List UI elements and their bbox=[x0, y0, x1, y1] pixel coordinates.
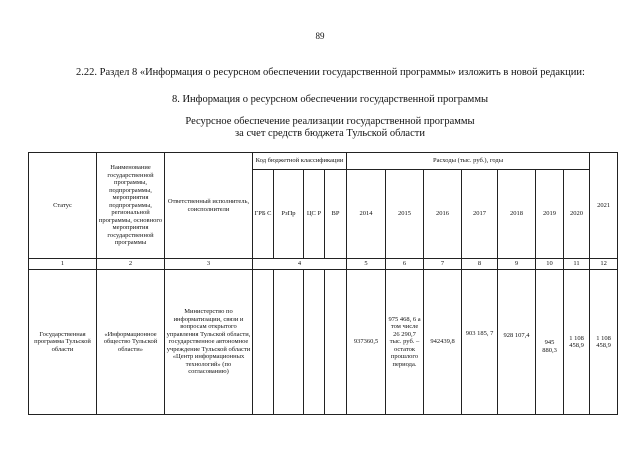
col-num-2: 2 bbox=[97, 259, 165, 270]
header-year-2021: 2021 bbox=[590, 153, 618, 259]
header-executor: Ответственный исполнитель, соисполнители bbox=[165, 153, 253, 259]
row-executor: Министерство по информатизации, связи и вопросам открытого управления Тульской области, государственное автономное учреждение Тульской области «Центр информационных технологий» (по согласованию) bbox=[165, 270, 253, 415]
col-num-8: 8 bbox=[462, 259, 498, 270]
col-num-4: 4 bbox=[253, 259, 347, 270]
table-title-line-2: за счет средств бюджета Тульской области bbox=[235, 128, 425, 139]
header-grbs: ГРБ С bbox=[253, 170, 274, 259]
col-num-1: 1 bbox=[29, 259, 97, 270]
header-row bbox=[29, 153, 618, 170]
header-year-2020: 2020 bbox=[564, 170, 590, 259]
header-status: Статус bbox=[29, 153, 97, 259]
row-value-2021: 1 108 458,9 bbox=[590, 270, 618, 415]
row-value-2015: 975 468, 6 а том числе 26 290,7 тыс. руб. – остаток прошлого периода. bbox=[386, 270, 424, 415]
header-year-2014: 2014 bbox=[347, 170, 386, 259]
col-num-7: 7 bbox=[424, 259, 462, 270]
header-year-2018: 2018 bbox=[498, 170, 536, 259]
row-value-2020: 1 108 458,9 bbox=[564, 270, 590, 415]
header-name: Наименование государственной программы, подпрограммы, мероприятия подпрограммы, региональной программы, основного мероприятия государственной программы bbox=[97, 153, 165, 259]
col-num-9: 9 bbox=[498, 259, 536, 270]
header-csr: ЦС Р bbox=[304, 170, 325, 259]
header-year-2017: 2017 bbox=[462, 170, 498, 259]
row-value-2017: 903 185, 7 bbox=[462, 270, 498, 415]
row-value-2018: 928 107,4 bbox=[498, 270, 536, 415]
col-num-5: 5 bbox=[347, 259, 386, 270]
section-title: 8. Информация о ресурсном обеспечении государственной программы bbox=[171, 94, 489, 105]
resource-table bbox=[28, 152, 618, 415]
row-grbs bbox=[253, 270, 274, 415]
header-vr: ВР bbox=[325, 170, 347, 259]
header-budget-code: Код бюджетной классификации bbox=[253, 153, 347, 170]
page-number: 89 bbox=[315, 31, 325, 41]
col-num-3: 3 bbox=[165, 259, 253, 270]
row-value-2016: 942439,8 bbox=[424, 270, 462, 415]
table-title-line-1: Ресурсное обеспечение реализации государственной программы bbox=[185, 116, 475, 127]
row-value-2019: 945 880,3 bbox=[536, 270, 564, 415]
row-program-name: «Информационное общество Тульской области» bbox=[97, 270, 165, 415]
col-num-10: 10 bbox=[536, 259, 564, 270]
header-year-2016: 2016 bbox=[424, 170, 462, 259]
col-num-11: 11 bbox=[564, 259, 590, 270]
header-rzpr: РзПр bbox=[274, 170, 304, 259]
header-year-2015: 2015 bbox=[386, 170, 424, 259]
header-year-2019: 2019 bbox=[536, 170, 564, 259]
row-value-2014: 937360,5 bbox=[347, 270, 386, 415]
row-csr bbox=[304, 270, 325, 415]
col-num-6: 6 bbox=[386, 259, 424, 270]
amendment-instruction: 2.22. Раздел 8 «Информация о ресурсном обеспечении государственной программы» изложить в новой редакции: bbox=[76, 67, 585, 78]
column-number-row bbox=[29, 259, 618, 270]
col-num-12: 12 bbox=[590, 259, 618, 270]
header-expenses: Расходы (тыс. руб.), годы bbox=[347, 153, 590, 170]
row-rzpr bbox=[274, 270, 304, 415]
row-status: Государственная программа Тульской области bbox=[29, 270, 97, 415]
row-vr bbox=[325, 270, 347, 415]
table-row bbox=[29, 270, 618, 415]
